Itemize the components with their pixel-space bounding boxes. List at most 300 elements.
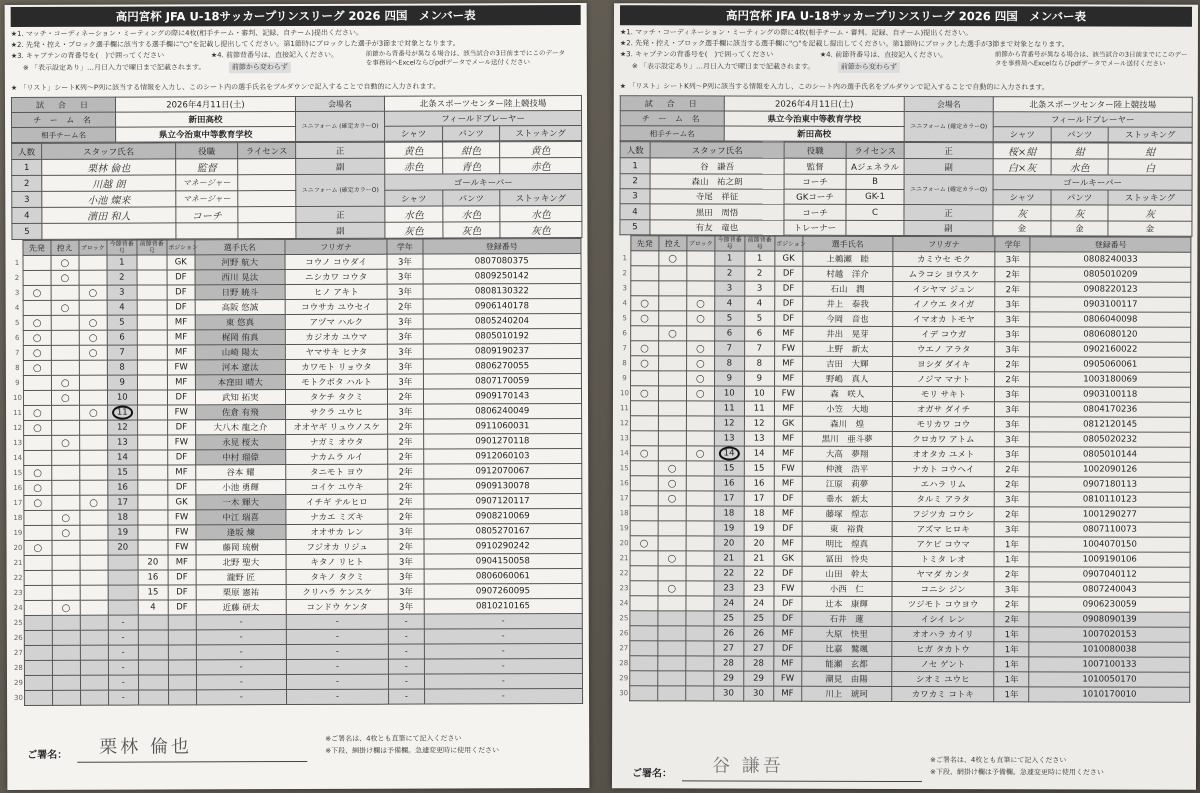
cell-no[interactable] [108,585,138,600]
gk-socks-secondary[interactable]: 金 [1108,221,1192,236]
cell-name[interactable] [801,671,891,686]
cell-gr[interactable] [994,627,1029,642]
field-pants-secondary[interactable]: 青色 [443,158,500,174]
cell-gr[interactable] [389,614,424,629]
cell-s[interactable] [23,405,51,420]
cell-reg[interactable] [424,554,583,570]
cell-gr[interactable] [994,552,1029,567]
cell-reg[interactable] [424,659,583,675]
cell-kana[interactable] [892,431,995,446]
cell-b[interactable] [687,296,715,311]
cell-b[interactable] [79,255,107,270]
cell-no[interactable] [107,345,137,360]
cell-no[interactable] [714,311,744,326]
cell-pr[interactable] [744,311,774,326]
cell-b[interactable] [80,525,108,540]
cell-pos[interactable] [774,521,802,536]
cell-name[interactable] [802,581,892,596]
cell-reg[interactable] [1030,387,1191,402]
cell-b[interactable] [686,581,714,596]
cell-name[interactable] [802,641,892,656]
cell-kana[interactable] [892,596,995,611]
opponent-name[interactable]: 県立今治東中等教育学校 [116,127,296,143]
cell-name[interactable] [802,596,892,611]
cell-name[interactable] [195,255,285,270]
cell-no[interactable] [107,285,137,300]
cell-reg[interactable] [1029,687,1190,702]
cell-gr[interactable] [388,569,423,584]
field-pants-secondary[interactable]: 水色 [1051,159,1108,175]
cell-pos[interactable] [774,461,802,476]
cell-name[interactable] [802,491,892,506]
cell-pr[interactable] [744,296,774,311]
cell-no[interactable] [107,255,137,270]
cell-pos[interactable] [774,311,802,326]
cell-pos[interactable] [168,690,196,705]
cell-reg[interactable] [1030,417,1191,432]
cell-reg[interactable] [1030,477,1191,492]
cell-no[interactable] [714,521,744,536]
cell-b[interactable] [686,431,714,446]
cell-pos[interactable] [168,660,196,675]
cell-s[interactable] [23,285,51,300]
cell-no[interactable] [714,626,744,641]
cell-gr[interactable] [389,629,424,644]
cell-c[interactable] [658,611,686,626]
cell-c[interactable] [52,555,80,570]
cell-b[interactable] [686,446,714,461]
cell-name[interactable] [802,371,892,386]
cell-reg[interactable] [1030,552,1191,567]
signature-handwritten[interactable]: 栗林 倫也 [99,736,192,758]
cell-b[interactable] [687,281,715,296]
cell-s[interactable] [24,690,52,705]
cell-no[interactable] [714,281,744,296]
cell-reg[interactable] [424,689,583,705]
gk-pants-secondary[interactable]: 灰色 [443,222,500,238]
cell-pr[interactable] [138,645,168,660]
cell-name[interactable] [802,461,892,476]
cell-gr[interactable] [995,357,1030,372]
cell-gr[interactable] [995,267,1030,282]
match-date[interactable]: 2026年4月11日(土) [724,96,904,111]
cell-c[interactable] [52,615,80,630]
cell-c[interactable] [658,506,686,521]
cell-kana[interactable] [285,434,388,449]
cell-b[interactable] [686,356,714,371]
cell-pr[interactable] [744,401,774,416]
cell-no[interactable] [108,660,138,675]
cell-reg[interactable] [1030,492,1191,507]
cell-pos[interactable] [774,476,802,491]
cell-pos[interactable] [167,285,195,300]
cell-pos[interactable] [774,356,802,371]
cell-pos[interactable] [167,330,195,345]
cell-b[interactable] [686,521,714,536]
field-shirt-primary[interactable]: 黄色 [385,142,443,158]
cell-s[interactable] [630,656,658,671]
cell-pr[interactable] [743,686,773,701]
cell-gr[interactable] [995,432,1030,447]
cell-kana[interactable] [892,356,995,371]
cell-pr[interactable] [137,255,167,270]
cell-kana[interactable] [285,389,388,404]
cell-name[interactable] [196,660,286,675]
cell-b[interactable] [80,690,108,705]
cell-no[interactable] [714,416,744,431]
cell-pr[interactable] [744,371,774,386]
cell-gr[interactable] [388,434,423,449]
cell-pr[interactable] [137,465,167,480]
cell-b[interactable] [686,536,714,551]
cell-pr[interactable] [744,461,774,476]
cell-kana[interactable] [286,554,389,569]
cell-s[interactable] [631,311,659,326]
cell-s[interactable] [630,566,658,581]
cell-pos[interactable] [774,386,802,401]
cell-s[interactable] [630,686,658,701]
cell-name[interactable] [802,611,892,626]
cell-gr[interactable] [994,597,1029,612]
cell-pr[interactable] [137,345,167,360]
cell-kana[interactable] [892,641,995,656]
cell-gr[interactable] [994,687,1029,702]
cell-pr[interactable] [744,341,774,356]
cell-b[interactable] [80,660,108,675]
cell-name[interactable] [195,450,285,465]
field-socks-primary[interactable]: 紺 [1108,143,1192,159]
cell-name[interactable] [803,251,893,266]
cell-reg[interactable] [424,674,583,690]
cell-pr[interactable] [138,600,168,615]
cell-pos[interactable] [774,446,802,461]
cell-no[interactable] [714,341,744,356]
cell-pos[interactable] [167,300,195,315]
cell-gr[interactable] [995,297,1030,312]
cell-pr[interactable] [743,671,773,686]
cell-c[interactable] [658,431,686,446]
cell-name[interactable] [196,525,286,540]
cell-gr[interactable] [995,312,1030,327]
cell-no[interactable] [108,570,138,585]
cell-kana[interactable] [892,521,995,536]
cell-reg[interactable] [423,509,582,525]
cell-s[interactable] [24,675,52,690]
gk-socks-primary[interactable]: 水色 [500,206,582,222]
cell-name[interactable] [196,555,286,570]
cell-gr[interactable] [994,657,1029,672]
cell-c[interactable] [658,446,686,461]
cell-name[interactable] [802,326,892,341]
cell-s[interactable] [630,581,658,596]
cell-reg[interactable] [1030,447,1191,462]
cell-kana[interactable] [286,629,389,644]
cell-b[interactable] [686,476,714,491]
cell-kana[interactable] [892,566,995,581]
cell-pos[interactable] [168,480,196,495]
cell-name[interactable] [802,446,892,461]
cell-no[interactable] [107,450,137,465]
cell-c[interactable] [658,551,686,566]
cell-no[interactable] [713,671,743,686]
cell-b[interactable] [80,675,108,690]
cell-kana[interactable] [285,254,388,269]
cell-gr[interactable] [995,342,1030,357]
cell-name[interactable] [802,626,892,641]
cell-pr[interactable] [138,555,168,570]
cell-no[interactable] [714,476,744,491]
cell-c[interactable] [51,330,79,345]
cell-pos[interactable] [168,570,196,585]
cell-reg[interactable] [1030,432,1191,447]
cell-no[interactable] [107,330,137,345]
cell-gr[interactable] [388,404,423,419]
match-date[interactable]: 2026年4月11日(土) [115,97,295,113]
cell-kana[interactable] [285,314,388,329]
cell-c[interactable] [658,686,686,701]
cell-kana[interactable] [286,509,389,524]
cell-s[interactable] [24,480,52,495]
cell-s[interactable] [630,626,658,641]
cell-b[interactable] [79,360,107,375]
cell-no[interactable] [108,690,138,705]
cell-pos[interactable] [168,525,196,540]
cell-reg[interactable] [1030,522,1191,537]
cell-s[interactable] [24,525,52,540]
cell-no[interactable] [107,270,137,285]
cell-c[interactable] [51,345,79,360]
cell-name[interactable] [802,296,892,311]
cell-c[interactable] [52,510,80,525]
cell-no[interactable] [713,686,743,701]
cell-pr[interactable] [137,315,167,330]
cell-pos[interactable] [167,315,195,330]
cell-gr[interactable] [388,539,423,554]
cell-pos[interactable] [167,450,195,465]
cell-pr[interactable] [138,480,168,495]
cell-reg[interactable] [423,344,582,360]
cell-kana[interactable] [286,674,389,689]
cell-no[interactable] [108,675,138,690]
cell-pr[interactable] [137,330,167,345]
cell-reg[interactable] [423,374,582,390]
cell-kana[interactable] [286,524,389,539]
cell-kana[interactable] [892,416,995,431]
cell-kana[interactable] [285,299,388,314]
cell-s[interactable] [631,281,659,296]
cell-no[interactable] [714,566,744,581]
cell-kana[interactable] [892,611,995,626]
cell-s[interactable] [23,270,51,285]
cell-c[interactable] [658,596,686,611]
cell-c[interactable] [52,525,80,540]
cell-reg[interactable] [1030,342,1191,357]
cell-no[interactable] [108,510,138,525]
cell-kana[interactable] [892,506,995,521]
cell-reg[interactable] [424,629,583,645]
opponent-name[interactable]: 新田高校 [724,126,904,141]
cell-c[interactable] [658,671,686,686]
cell-c[interactable] [658,371,686,386]
cell-pr[interactable] [744,386,774,401]
cell-reg[interactable] [423,434,582,450]
cell-name[interactable] [196,645,286,660]
cell-pr[interactable] [744,491,774,506]
cell-s[interactable] [23,330,51,345]
cell-reg[interactable] [423,524,582,540]
cell-pos[interactable] [774,596,802,611]
cell-reg[interactable] [423,284,582,300]
cell-no[interactable] [107,390,137,405]
cell-no[interactable] [108,495,138,510]
cell-no[interactable] [107,360,137,375]
cell-b[interactable] [80,645,108,660]
cell-pos[interactable] [774,431,802,446]
cell-c[interactable] [658,521,686,536]
cell-reg[interactable] [423,449,582,465]
cell-name[interactable] [802,536,892,551]
cell-pr[interactable] [745,281,775,296]
cell-s[interactable] [630,431,658,446]
cell-pos[interactable] [167,405,195,420]
cell-pos[interactable] [773,686,801,701]
cell-no[interactable] [108,540,138,555]
cell-gr[interactable] [388,359,423,374]
cell-name[interactable] [802,416,892,431]
cell-name[interactable] [195,405,285,420]
cell-pr[interactable] [138,615,168,630]
cell-c[interactable] [51,435,79,450]
cell-s[interactable] [24,510,52,525]
cell-b[interactable] [686,371,714,386]
cell-c[interactable] [51,285,79,300]
cell-no[interactable] [714,656,744,671]
cell-b[interactable] [686,416,714,431]
cell-no[interactable] [714,356,744,371]
cell-s[interactable] [24,540,52,555]
field-shirt-secondary[interactable]: 白×灰 [993,159,1051,175]
cell-gr[interactable] [388,314,423,329]
cell-b[interactable] [79,300,107,315]
cell-no[interactable] [714,491,744,506]
cell-gr[interactable] [387,269,422,284]
cell-s[interactable] [631,296,659,311]
cell-gr[interactable] [388,419,423,434]
cell-reg[interactable] [423,359,582,375]
cell-b[interactable] [686,641,714,656]
cell-name[interactable] [802,551,892,566]
gk-shirt-secondary[interactable]: 金 [993,221,1051,236]
venue[interactable]: 北条スポーツセンター陸上競技場 [993,97,1192,113]
cell-pos[interactable] [167,435,195,450]
cell-reg[interactable] [423,389,582,405]
cell-s[interactable] [630,671,658,686]
cell-b[interactable] [79,450,107,465]
cell-kana[interactable] [892,401,995,416]
cell-gr[interactable] [994,522,1029,537]
cell-kana[interactable] [286,539,389,554]
cell-pr[interactable] [744,506,774,521]
cell-gr[interactable] [995,282,1030,297]
cell-c[interactable] [52,465,80,480]
cell-c[interactable] [52,570,80,585]
cell-pos[interactable] [167,345,195,360]
cell-s[interactable] [630,461,658,476]
cell-reg[interactable] [424,599,583,615]
cell-b[interactable] [686,626,714,641]
cell-no[interactable] [108,480,138,495]
cell-kana[interactable] [892,581,995,596]
cell-reg[interactable] [1029,612,1190,627]
gk-pants-secondary[interactable]: 金 [1051,221,1108,236]
cell-c[interactable] [659,281,687,296]
cell-gr[interactable] [995,462,1030,477]
cell-s[interactable] [630,596,658,611]
cell-pos[interactable] [774,581,802,596]
cell-pos[interactable] [167,360,195,375]
cell-b[interactable] [80,480,108,495]
cell-pos[interactable] [167,420,195,435]
field-socks-secondary[interactable]: 白 [1108,159,1192,175]
field-shirt-primary[interactable]: 桜×紺 [993,143,1051,159]
cell-pos[interactable] [168,600,196,615]
cell-kana[interactable] [286,614,389,629]
cell-pos[interactable] [775,251,803,266]
cell-c[interactable] [658,566,686,581]
cell-name[interactable] [802,566,892,581]
cell-no[interactable] [714,506,744,521]
cell-kana[interactable] [892,476,995,491]
cell-gr[interactable] [387,299,422,314]
cell-pr[interactable] [138,660,168,675]
cell-no[interactable] [107,300,137,315]
gk-pants-primary[interactable]: 水色 [443,206,500,222]
cell-pr[interactable] [138,630,168,645]
cell-c[interactable] [659,296,687,311]
cell-b[interactable] [79,405,107,420]
cell-reg[interactable] [1030,357,1191,372]
cell-pos[interactable] [168,540,196,555]
cell-c[interactable] [52,585,80,600]
cell-no[interactable] [107,375,137,390]
cell-name[interactable] [802,431,892,446]
cell-b[interactable] [686,401,714,416]
gk-socks-primary[interactable]: 灰 [1108,205,1192,221]
cell-reg[interactable] [1030,537,1191,552]
cell-c[interactable] [658,641,686,656]
cell-no[interactable] [714,581,744,596]
cell-c[interactable] [52,480,80,495]
cell-no[interactable] [714,461,744,476]
cell-b[interactable] [80,465,108,480]
cell-b[interactable] [79,345,107,360]
cell-gr[interactable] [389,644,424,659]
cell-pos[interactable] [775,281,803,296]
cell-s[interactable] [630,641,658,656]
cell-gr[interactable] [995,372,1030,387]
cell-kana[interactable] [892,341,995,356]
cell-reg[interactable] [1030,402,1191,417]
cell-pr[interactable] [137,405,167,420]
cell-gr[interactable] [994,582,1029,597]
cell-no[interactable] [108,645,138,660]
cell-gr[interactable] [995,327,1030,342]
cell-gr[interactable] [995,387,1030,402]
cell-b[interactable] [686,311,714,326]
cell-pr[interactable] [744,611,774,626]
cell-no[interactable] [108,630,138,645]
cell-c[interactable] [52,495,80,510]
